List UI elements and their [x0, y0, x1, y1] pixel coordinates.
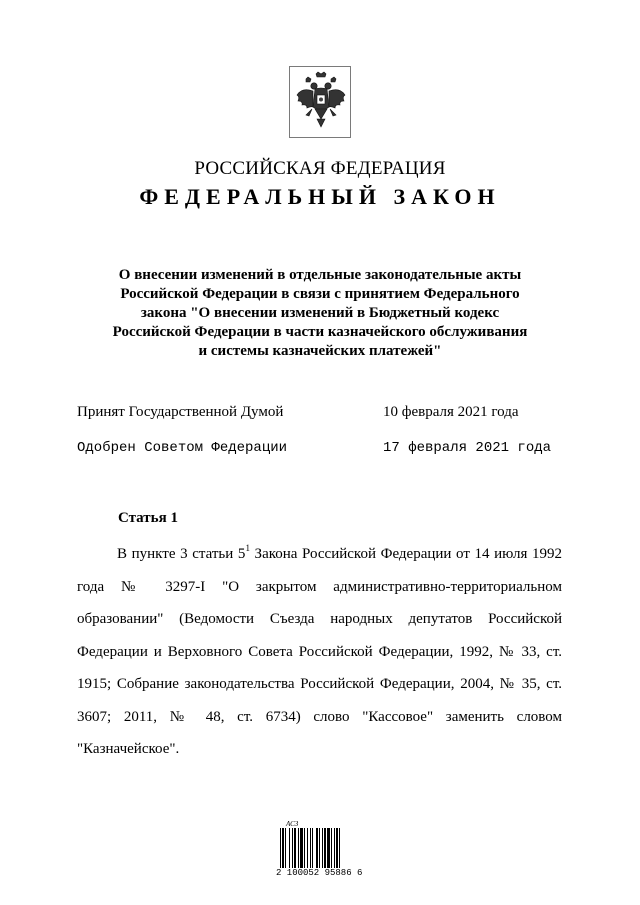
article-text-rest: Закона Российской Федерации от 14 июля 1992 года № 3297-I "О закрытом административно-территориальном образовании" (Ведомости Съезда народных депутатов Российской Федерации и Верховного Совета Российской Федерации, 1992, № 33, ст. 1915; Собрание законодательства Российской Федерации, 2004, № 35, ст. 3607; 2011, № 48, ст. 6734) слово "Кассовое" заменить словом "Казначейское". [77, 546, 563, 757]
law-title [70, 266, 570, 361]
law-title-line: Российской Федерации в части казначейского обслуживания [112, 324, 528, 340]
barcode-bar [312, 828, 313, 868]
duma-adoption-date: 10 февраля 2021 года [383, 404, 519, 420]
russian-coat-of-arms-icon [294, 71, 348, 133]
barcode [276, 820, 366, 890]
barcode-bar [334, 828, 335, 868]
barcode-bar [304, 828, 305, 868]
law-title-line: О внесении изменений в отдельные законодательные акты [118, 267, 522, 283]
barcode-bar [322, 828, 323, 868]
barcode-bar [316, 828, 318, 868]
barcode-bar [280, 828, 281, 868]
barcode-bar [307, 828, 308, 868]
barcode-bar [300, 828, 303, 868]
article-heading: Статья 1 [118, 510, 178, 526]
law-title-line: Российской Федерации в связи с принятием Федерального [120, 286, 520, 302]
law-title-line: закона "О внесении изменений в Бюджетный кодекс [140, 305, 500, 321]
barcode-bar [289, 828, 290, 868]
barcode-bar [324, 828, 326, 868]
article-text-start: В пункте 3 статьи 5 [117, 546, 246, 562]
barcode-bar [294, 828, 296, 868]
council-approval-date: 17 февраля 2021 года [383, 440, 552, 456]
barcode-bar [336, 828, 338, 868]
barcode-bar [339, 828, 340, 868]
council-approval-label: Одобрен Советом Федерации [77, 440, 288, 456]
country-name: РОССИЙСКАЯ ФЕДЕРАЦИЯ [194, 158, 446, 179]
superscript: 1 [245, 543, 250, 553]
barcode-bar [282, 828, 284, 868]
law-title-line: и системы казначейских платежей" [198, 343, 442, 359]
barcode-bar [298, 828, 299, 868]
barcode-bar [285, 828, 286, 868]
barcode-bar [310, 828, 311, 868]
article-body [77, 538, 562, 766]
duma-adoption-label: Принят Государственной Думой [77, 404, 284, 420]
barcode-bar [331, 828, 332, 868]
barcode-bars [280, 828, 362, 868]
document-type: ФЕДЕРАЛЬНЫЙ ЗАКОН [139, 184, 501, 209]
barcode-bar [327, 828, 330, 868]
barcode-bar [319, 828, 320, 868]
barcode-bar [292, 828, 293, 868]
barcode-digits: 2 100052 95886 6 [276, 868, 363, 878]
emblem-frame [289, 66, 351, 138]
barcode-mark: АСЗ [286, 820, 299, 828]
